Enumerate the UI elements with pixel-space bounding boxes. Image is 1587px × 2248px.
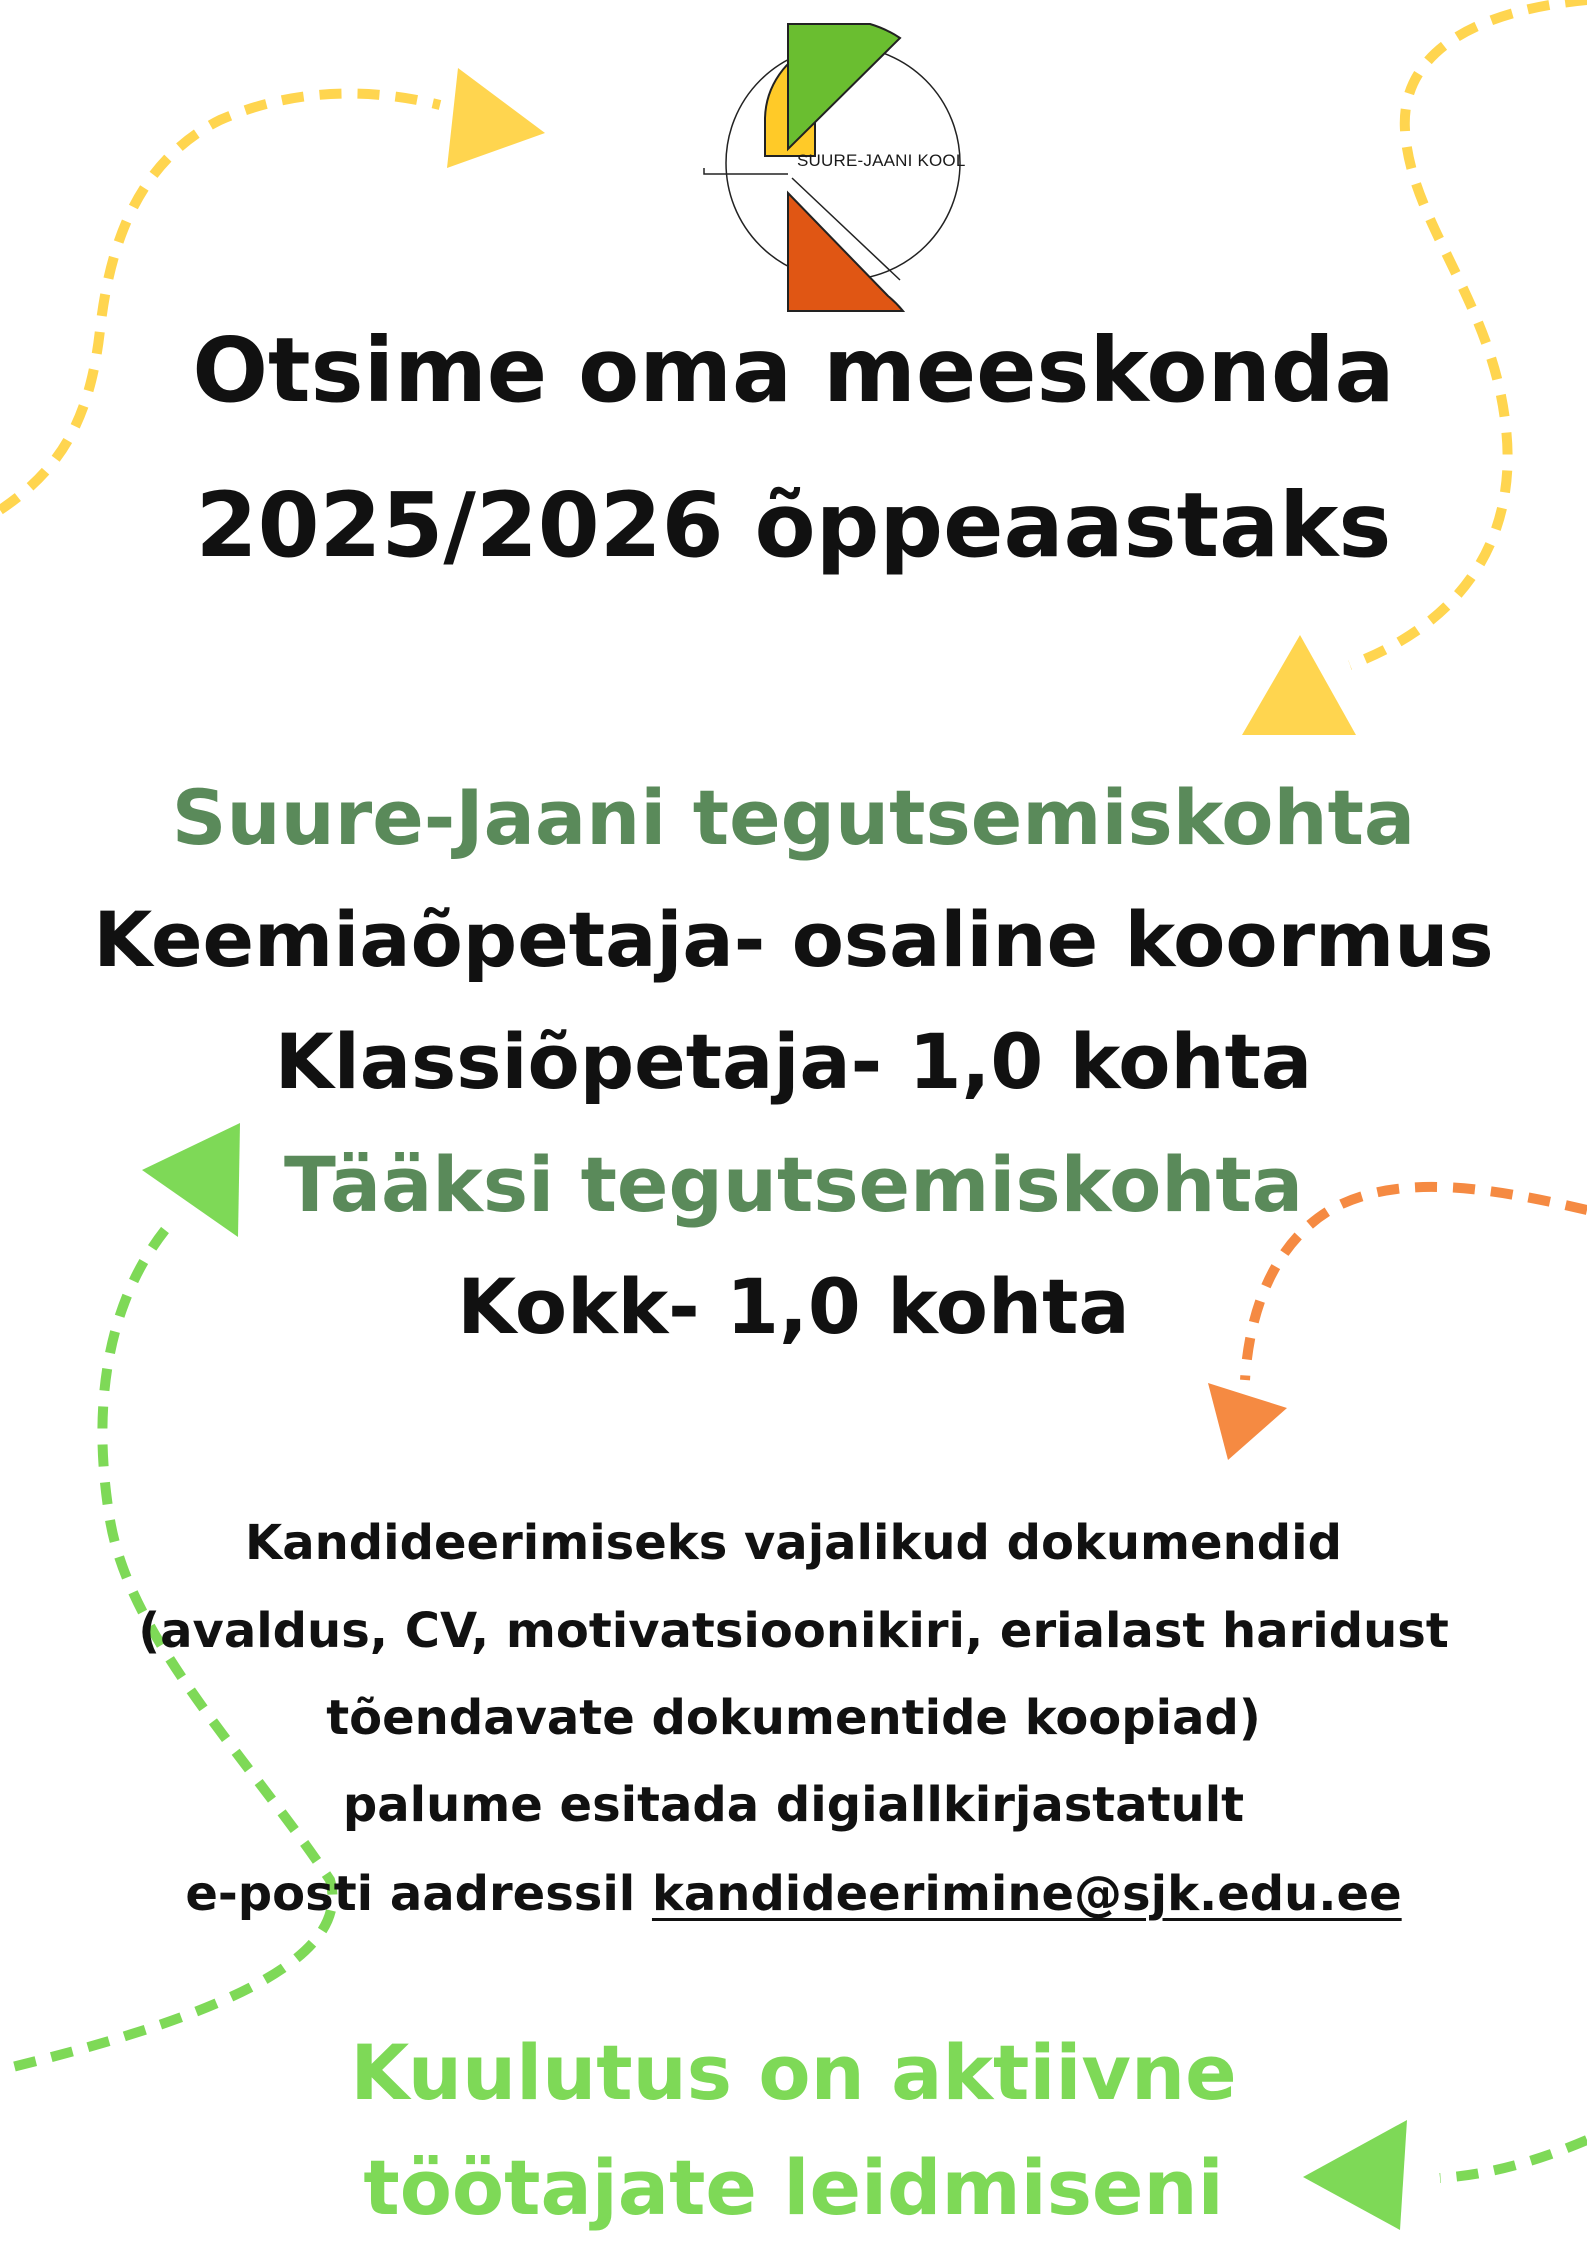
documents-line-5 (0, 1866, 1587, 1922)
location-suure-jaani: Suure-Jaani tegutsemiskohta (171, 773, 1416, 862)
footer-line-2: töötajate leidmiseni (363, 2143, 1224, 2232)
documents-line-4: palume esitada digiallkirjastatult (342, 1777, 1245, 1833)
position-cook: Kokk- 1,0 kohta (457, 1262, 1130, 1351)
headline-line-1: Otsime oma meeskonda (192, 318, 1395, 422)
email-prefix: e-posti aadressil (185, 1866, 652, 1922)
documents-line-2: (avaldus, CV, motivatsioonikiri, erialast haridust (138, 1603, 1449, 1659)
headline-line-2: 2025/2026 õppeaastaks (195, 473, 1392, 577)
documents-line-1: Kandideerimiseks vajalikud dokumendid (245, 1515, 1342, 1571)
yellow-arrowhead-top-left (447, 68, 545, 168)
documents-line-3: tõendavate dokumentide koopiad) (326, 1690, 1261, 1746)
footer-line-1: Kuulutus on aktiivne (350, 2028, 1237, 2117)
logo-orange-segment (788, 193, 903, 311)
logo-green-segment (788, 24, 900, 149)
position-class-teacher: Klassiõpetaja- 1,0 kohta (274, 1017, 1313, 1106)
location-taaksi: Tääksi tegutsemiskohta (283, 1140, 1304, 1229)
email-link[interactable]: kandideerimine@sjk.edu.ee (651, 1866, 1402, 1922)
position-chemistry-teacher: Keemiaõpetaja- osaline koormus (93, 895, 1494, 984)
orange-arrowhead (1208, 1383, 1287, 1460)
yellow-dashed-path-top-left (0, 94, 440, 510)
logo-text: SUURE-JAANI KOOL (797, 151, 966, 170)
yellow-arrowhead-right (1242, 635, 1356, 735)
